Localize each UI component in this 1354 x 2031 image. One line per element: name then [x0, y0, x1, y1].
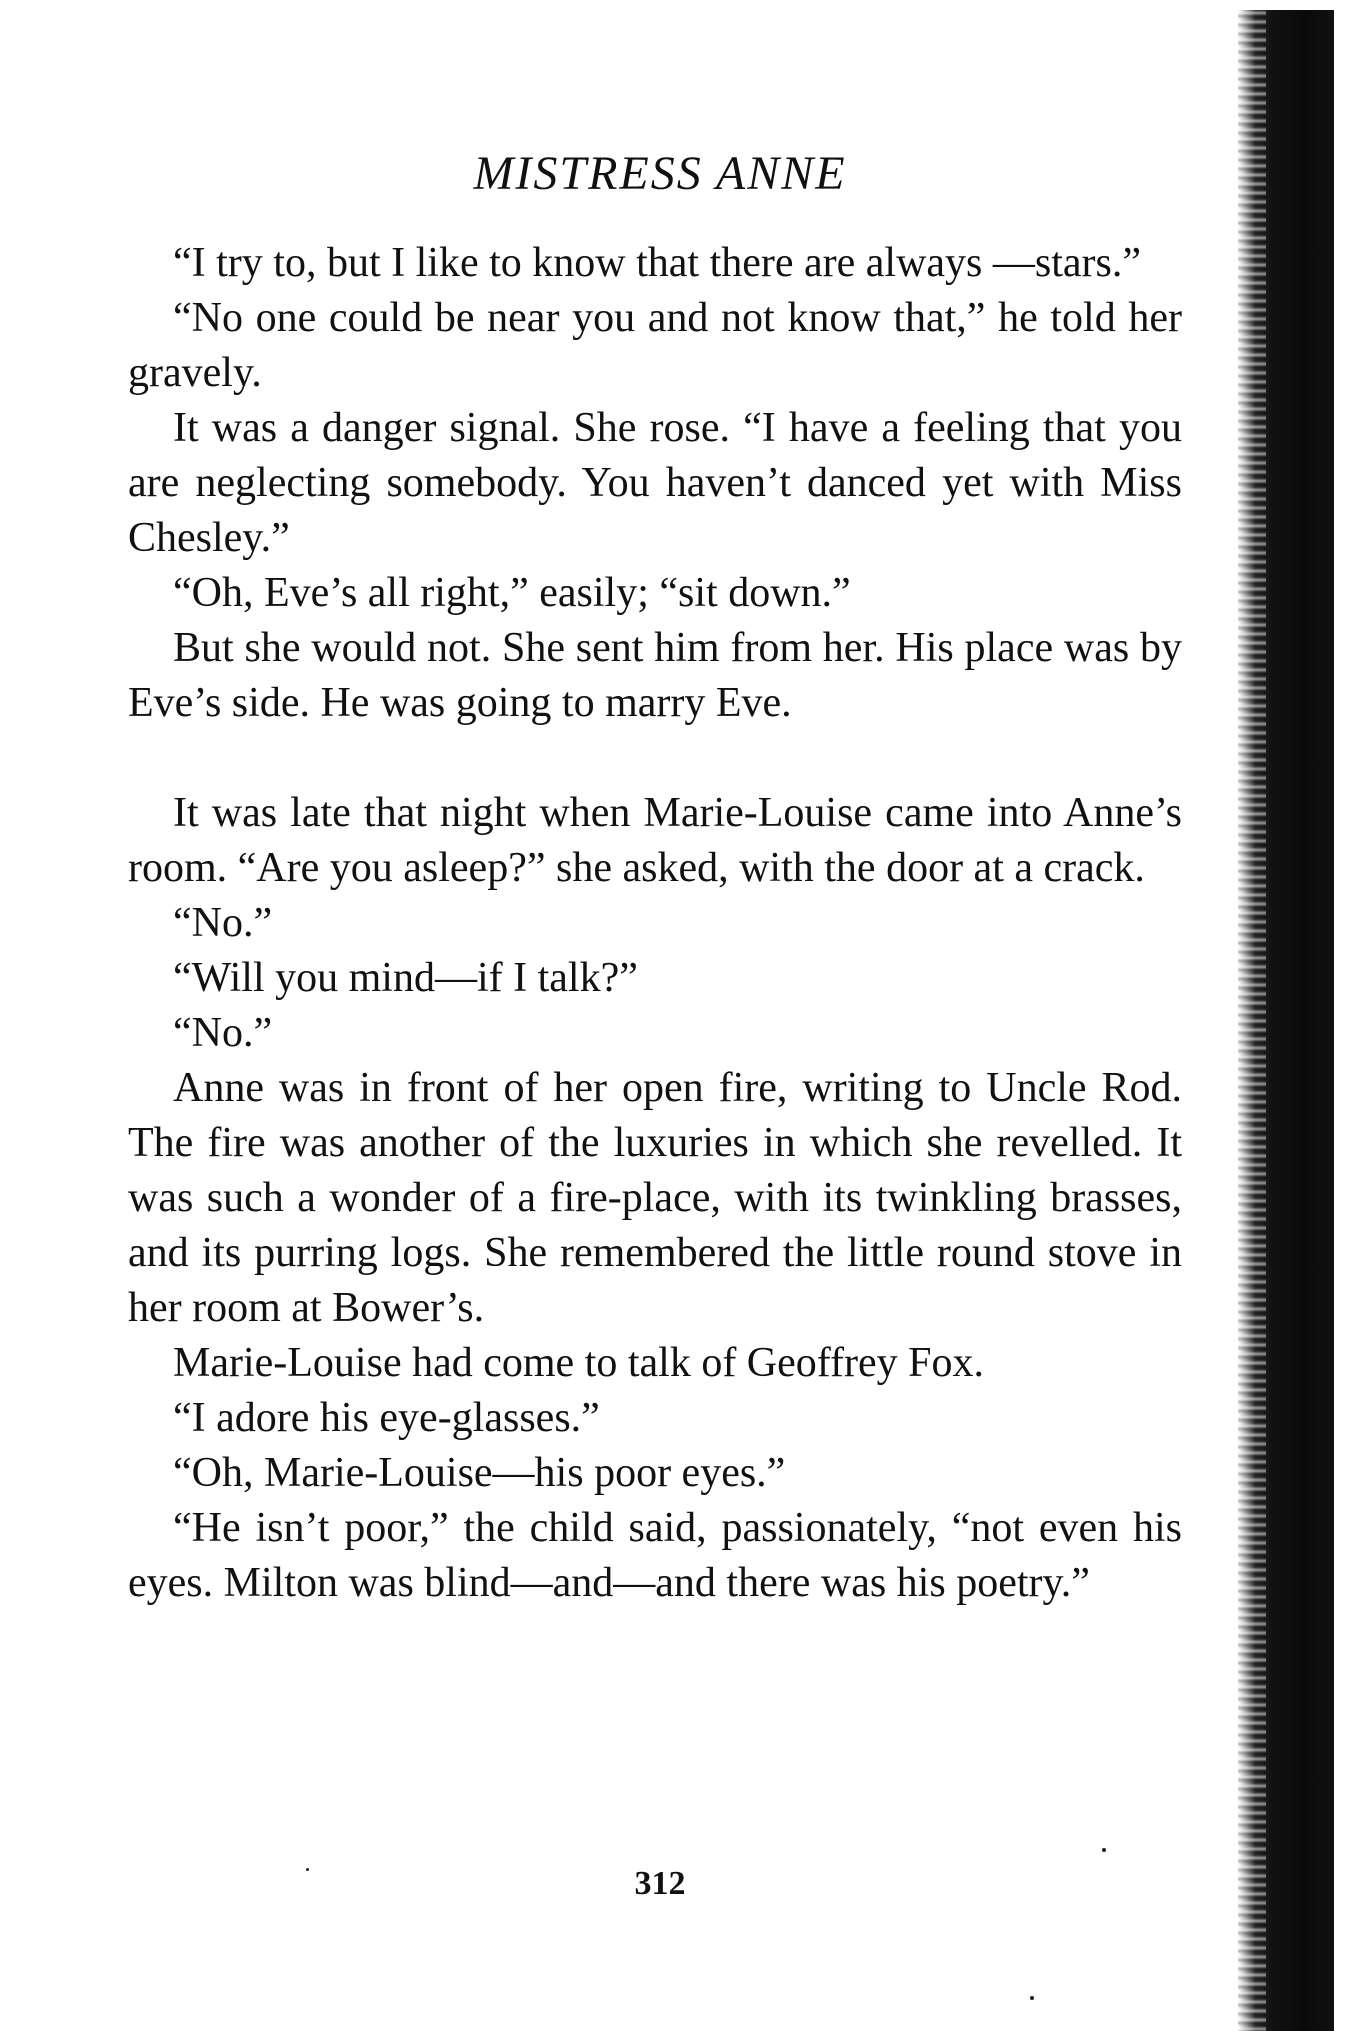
print-speck	[1030, 1996, 1034, 2000]
paragraph: “Will you mind—if I talk?”	[173, 955, 638, 1001]
running-head: MISTRESS ANNE	[473, 147, 847, 200]
print-speck	[306, 1868, 309, 1871]
paragraph: Marie-Louise had come to talk of Geoffrey Fox.	[173, 1340, 984, 1386]
paragraph: “Oh, Marie-Louise—his poor eyes.”	[173, 1450, 786, 1496]
body-text	[128, 236, 1182, 1611]
paragraph: “No.”	[173, 900, 273, 946]
page-number: 312	[634, 1865, 686, 1902]
paragraph: “I adore his eye-glasses.”	[173, 1395, 600, 1441]
paragraph: “I try to, but I like to know that there are always —stars.”	[173, 240, 1142, 286]
paragraph: It was late that night when Marie-Louise came into Anne’s room. “Are you asleep?” she asked, with the door at a crack.	[128, 790, 1182, 891]
paragraph: Anne was in front of her open fire, writing to Uncle Rod. The fire was another of the luxuries in which she revelled. It was such a wonder of a fire-place, with its twinkling brasses, and its purring logs. She remembered the little round stove in her room at Bower’s.	[128, 1065, 1182, 1331]
print-speck	[1102, 1848, 1106, 1852]
paragraph: “No.”	[173, 1010, 273, 1056]
paragraph: It was a danger signal. She rose. “I have a feeling that you are neglecting somebody. You haven’t danced yet with Miss Chesley.”	[128, 405, 1182, 561]
book-binding-shadow	[1238, 10, 1334, 2031]
paragraph: “He isn’t poor,” the child said, passionately, “not even his eyes. Milton was blind—and—and there was his poetry.”	[128, 1505, 1182, 1606]
paragraph: “No one could be near you and not know that,” he told her gravely.	[128, 295, 1182, 396]
paragraph: “Oh, Eve’s all right,” easily; “sit down.”	[173, 570, 851, 616]
paragraph: But she would not. She sent him from her. His place was by Eve’s side. He was going to marry Eve.	[128, 625, 1182, 726]
